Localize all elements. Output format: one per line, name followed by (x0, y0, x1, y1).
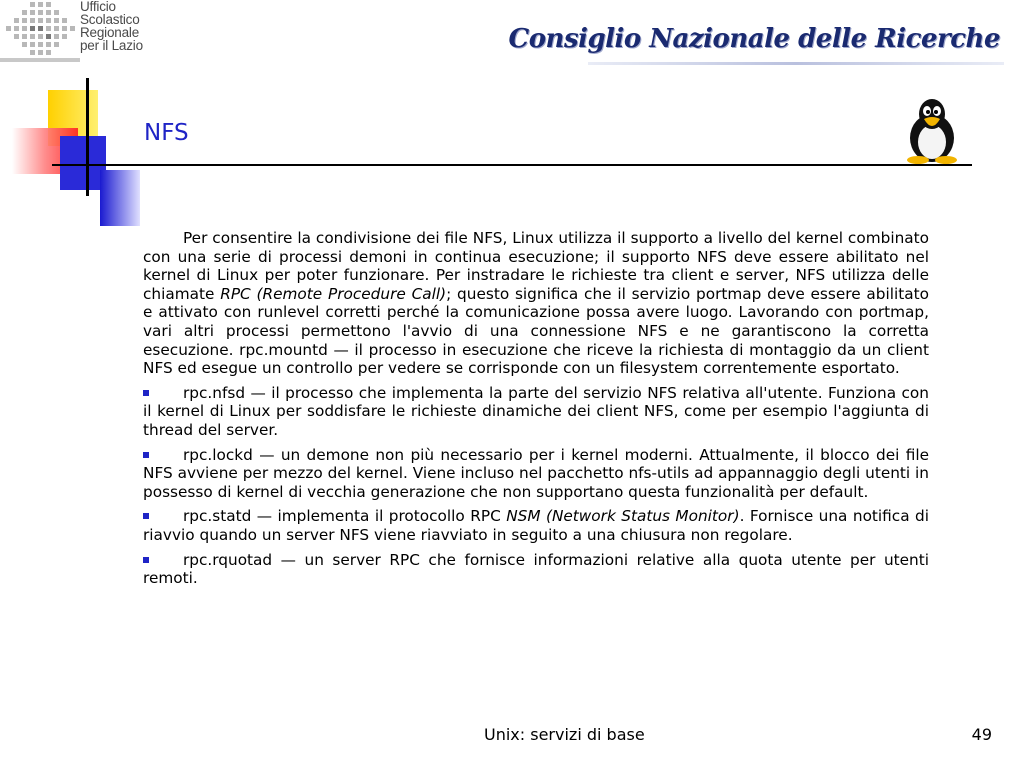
slide-body (143, 229, 929, 594)
bullet-rpc-rquotad: rpc.rquotad — un server RPC che fornisce informazioni relative alla quota utente per utenti remoti. (143, 550, 929, 588)
bullet-square-icon (143, 513, 149, 519)
page-number: 49 (971, 725, 992, 744)
logo-grid-icon (0, 0, 80, 64)
intro-paragraph: Per consentire la condivisione dei file NFS, Linux utilizza il supporto a livello del kernel combinato con una serie di processi demoni in continua esecuzione; il supporto NFS deve essere abilitato nel kernel di Linux per poter funzionare. Per instradare le richieste tra client e server, NFS utilizza delle chiamate RPC (Remote Procedure Call); questo significa che il servizio portmap deve essere abilitato e attivato con runlevel corretti perché la comunicazione possa avere luogo. Lavorando con portmap, vari altri processi permettono l'avvio di una connessione NFS e ne garantiscono la corretta esecuzione. rpc.mountd — il processo in esecuzione che riceve la richiesta di montaggio da un client NFS ed esegue un controllo per vedere se corrisponde con un filesystem correntemente esportato. (143, 229, 929, 378)
logo-text: Ufficio Scolastico Regionale per il Lazio (80, 0, 143, 53)
bullet-rpc-statd: rpc.statd — implementa il protocollo RPC NSM (Network Status Monitor). Fornisce una notifica di riavvio quando un server NFS viene riavviato in seguito a una chiusura non regolare. (143, 507, 929, 544)
bullet-rpc-nfsd: rpc.nfsd — il processo che implementa la parte del servizio NFS relativa all'utente. Funziona con il kernel di Linux per soddisfare le richieste dinamiche dei client NFS, come per esempio l'aggiunta di thread del server. (143, 383, 929, 439)
bullet-rpc-lockd: rpc.lockd — un demone non più necessario per i kernel moderni. Attualmente, il blocco dei file NFS avviene per mezzo del kernel. Viene incluso nel pacchetto nfs-utils ad appannaggio degli utenti in possesso di kernel di vecchia generazione che non supportano questa funzionalità per default. (143, 445, 929, 501)
ufficio-scolastico-logo (0, 0, 178, 64)
decorative-blocks (0, 78, 140, 226)
bullet-square-icon (143, 557, 149, 563)
bullet-square-icon (143, 390, 149, 396)
cnr-logo: Consiglio Nazionale delle Ricerche (508, 24, 1000, 54)
cnr-logo-underline (588, 62, 1004, 65)
bullet-square-icon (143, 452, 149, 458)
tux-penguin-icon (900, 98, 964, 164)
title-rule (52, 164, 972, 166)
slide-title: NFS (144, 120, 189, 146)
footer-title: Unix: servizi di base (484, 725, 645, 744)
